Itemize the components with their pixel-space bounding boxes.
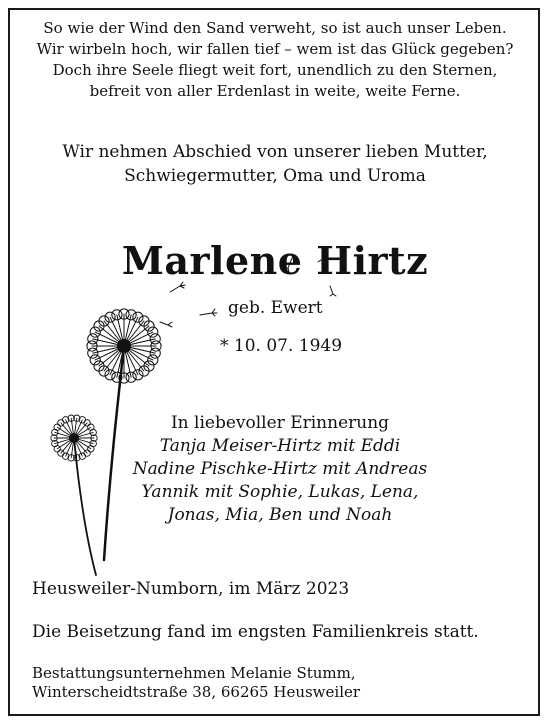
mourner-line: Yannik mit Sophie, Lukas, Lena, <box>141 482 419 502</box>
dandelion-center-large <box>117 339 131 353</box>
deceased-name: Marlene Hirtz <box>121 238 429 283</box>
mourners-block <box>120 412 440 527</box>
place-date: Heusweiler-Numborn, im März 2023 <box>32 579 350 599</box>
undertaker-line: Winterscheidtstraße 38, 66265 Heusweiler <box>32 683 361 701</box>
intro-line: Wir nehmen Abschied von unserer lieben Mutter, <box>62 142 488 162</box>
poem-line: Wir wirbeln hoch, wir fallen tief – wem ist das Glück gegeben? <box>36 40 514 58</box>
undertaker-info <box>32 664 360 702</box>
poem-line: So wie der Wind den Sand verweht, so ist auch unser Leben. <box>43 19 507 37</box>
dandelion-center-small <box>69 433 79 443</box>
mourner-line: Tanja Meiser-Hirtz mit Eddi <box>159 436 401 456</box>
birth-date: * 10. 07. 1949 <box>220 336 343 356</box>
burial-note: Die Beisetzung fand im engsten Familienkreis statt. <box>32 622 479 642</box>
mourner-line: Jonas, Mia, Ben und Noah <box>167 505 393 525</box>
mourner-line: Nadine Pischke-Hirtz mit Andreas <box>132 459 428 479</box>
undertaker-line: Bestattungsunternehmen Melanie Stumm, <box>32 664 356 682</box>
poem-line: befreit von aller Erdenlast in weite, weite Ferne. <box>89 82 461 100</box>
poem-line: Doch ihre Seele fliegt weit fort, unendlich zu den Sternen, <box>52 61 498 79</box>
farewell-intro <box>0 140 550 188</box>
birth-name: geb. Ewert <box>228 298 323 318</box>
intro-line: Schwiegermutter, Oma und Uroma <box>124 166 426 186</box>
memory-heading: In liebevoller Erinnerung <box>170 413 390 433</box>
poem <box>0 18 550 102</box>
